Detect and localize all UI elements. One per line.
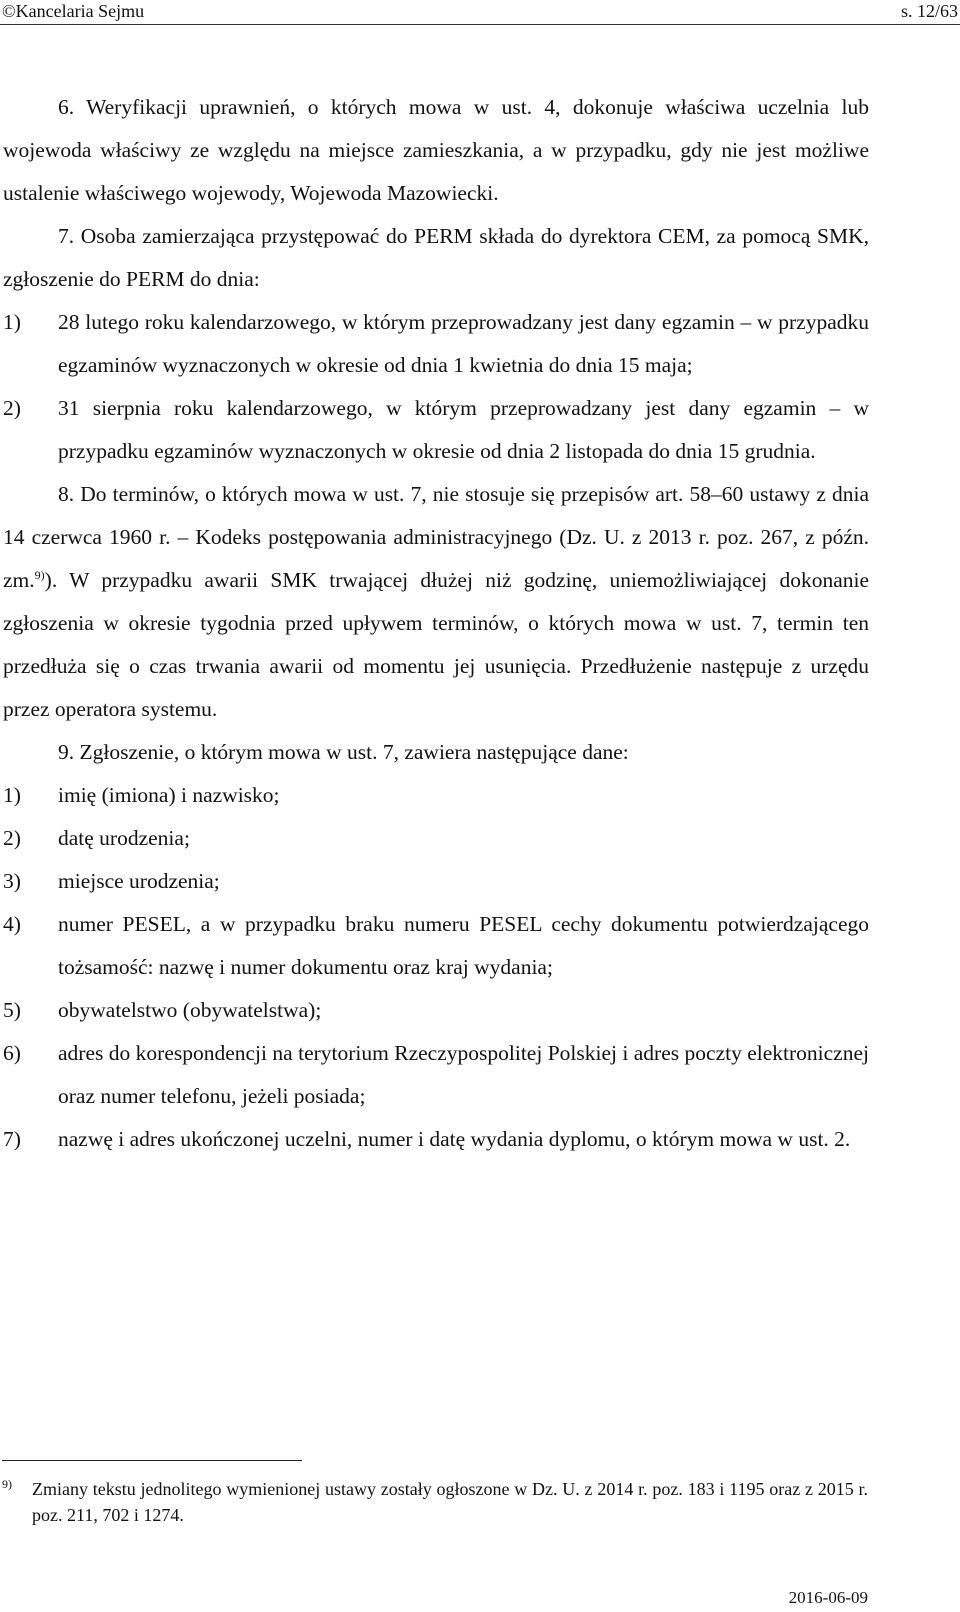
list-item-text: miejsce urodzenia; (58, 869, 220, 893)
list-item-text: 28 lutego roku kalendarzowego, w którym przeprowadzany jest dany egzamin – w przypadku egzaminów wyznaczonych w okresie od dnia 1 kwietnia do dnia 15 maja; (58, 310, 869, 377)
footnote-reference[interactable]: 9) (34, 567, 45, 582)
header-publisher: ©Kancelaria Sejmu (2, 1, 145, 21)
list-item-number: 2) (3, 826, 21, 850)
paragraph-9: 9. Zgłoszenie, o którym mowa w ust. 7, zawiera następujące dane: (58, 740, 629, 764)
list-item (3, 989, 869, 1032)
list-item (3, 774, 869, 817)
list-item-number: 4) (3, 912, 21, 936)
list-item-text: obywatelstwo (obywatelstwa); (58, 998, 322, 1022)
paragraph-7: 7. Osoba zamierzająca przystępować do PERM składa do dyrektora CEM, za pomocą SMK, zgłoszenie do PERM do dnia: (3, 224, 869, 291)
list-item (3, 817, 869, 860)
list-item-text: datę urodzenia; (58, 826, 190, 850)
list-item-number: 6) (3, 1041, 21, 1065)
footer-date: 2016-06-09 (788, 1588, 868, 1607)
paragraph-8-text-after: ). W przypadku awarii SMK trwającej dłużej niż godzinę, uniemożliwiającej dokonanie zgłoszenia w okresie tygodnia przed upływem terminów, o których mowa w ust. 7, termin ten przedłuża się o czas trwania awarii od momentu jej usunięcia. Przedłużenie następuje z urzędu przez operatora systemu. (3, 568, 869, 721)
list-item-text: 31 sierpnia roku kalendarzowego, w którym przeprowadzany jest dany egzamin – w przypadku egzaminów wyznaczonych w okresie od dnia 2 listopada do dnia 15 grudnia. (58, 396, 869, 463)
list-item-number: 2) (3, 396, 21, 420)
footnote-mark: 9) (2, 1477, 12, 1491)
list-item-number: 3) (3, 869, 21, 893)
list-item (3, 903, 869, 989)
list-item-number: 5) (3, 998, 21, 1022)
list-item (3, 387, 869, 473)
list-item (3, 301, 869, 387)
list-item-text: imię (imiona) i nazwisko; (58, 783, 280, 807)
list-item (3, 1032, 869, 1118)
list-item-number: 7) (3, 1127, 21, 1151)
paragraph-8-text-before: 8. Do terminów, o których mowa w ust. 7, nie stosuje się przepisów art. 58–60 ustawy z dnia 14 czerwca 1960 r. – Kodeks postępowania administracyjnego (Dz. U. z 2013 r. poz. 267, z późn. zm. (3, 482, 869, 592)
footnote-divider (2, 1460, 302, 1461)
list-item-number: 1) (3, 783, 21, 807)
list-item-text: adres do korespondencji na terytorium Rzeczypospolitej Polskiej i adres poczty elektronicznej oraz numer telefonu, jeżeli posiada; (58, 1041, 869, 1108)
list-item-text: nazwę i adres ukończonej uczelni, numer i datę wydania dyplomu, o którym mowa w ust. 2. (58, 1127, 851, 1151)
header-page-number: s. 12/63 (900, 1, 958, 21)
list-item-text: numer PESEL, a w przypadku braku numeru PESEL cechy dokumentu potwierdzającego tożsamość: nazwę i numer dokumentu oraz kraj wydania; (58, 912, 869, 979)
paragraph-8 (3, 473, 869, 731)
document-body (3, 86, 869, 1161)
footnote (2, 1476, 868, 1528)
list-item (3, 860, 869, 903)
header-divider (0, 24, 960, 25)
page-header (0, 0, 960, 24)
footnote-text: Zmiany tekstu jednolitego wymienionej ustawy zostały ogłoszone w Dz. U. z 2014 r. poz. 183 i 1195 oraz z 2015 r. poz. 211, 702 i 1274. (32, 1479, 868, 1525)
paragraph-6: 6. Weryfikacji uprawnień, o których mowa w ust. 4, dokonuje właściwa uczelnia lub wojewoda właściwy ze względu na miejsce zamieszkania, a w przypadku, gdy nie jest możliwe ustalenie właściwego wojewody, Wojewoda Mazowiecki. (3, 95, 869, 205)
list-item (3, 1118, 869, 1161)
list-item-number: 1) (3, 310, 21, 334)
